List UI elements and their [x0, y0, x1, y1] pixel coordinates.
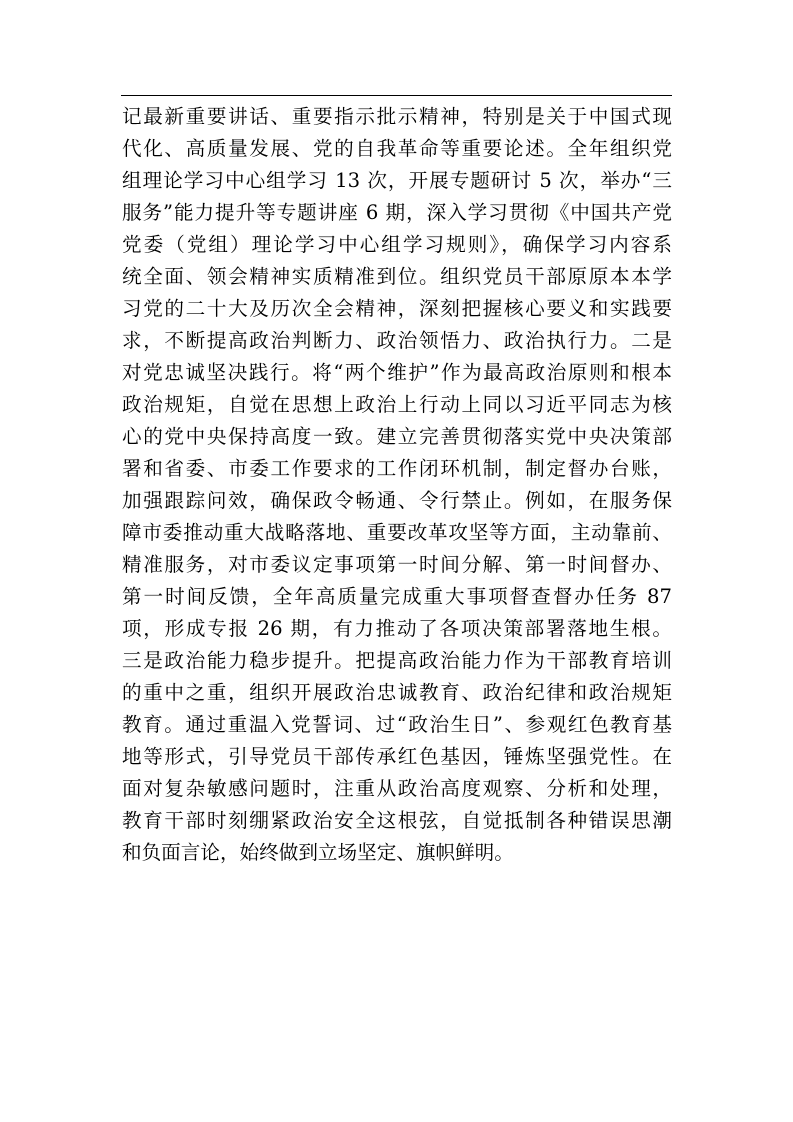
text-line: 对党忠诚坚决践行。将“两个维护”作为最高政治原则和根本	[122, 361, 672, 384]
body-text	[122, 101, 682, 869]
text-line: 三是政治能力稳步提升。把提高政治能力作为干部教育培训	[122, 649, 672, 672]
text-line: 精准服务，对市委议定事项第一时间分解、第一时间督办、	[122, 553, 672, 576]
text-line: 政治规矩，自觉在思想上政治上行动上同以习近平同志为核	[122, 393, 672, 416]
text-line: 教育。通过重温入党誓词、过“政治生日”、参观红色教育基	[122, 713, 672, 736]
header-rule	[121, 95, 672, 96]
text-line: 地等形式，引导党员干部传承红色基因，锤炼坚强党性。在	[122, 745, 672, 768]
text-line: 项，形成专报 26 期，有力推动了各项决策部署落地生根。	[122, 617, 672, 640]
text-line: 求，不断提高政治判断力、政治领悟力、政治执行力。二是	[122, 329, 672, 352]
text-line: 加强跟踪问效，确保政令畅通、令行禁止。例如，在服务保	[122, 489, 672, 512]
text-line: 代化、高质量发展、党的自我革命等重要论述。全年组织党	[122, 137, 672, 160]
text-line: 统全面、领会精神实质精准到位。组织党员干部原原本本学	[122, 265, 672, 288]
text-line: 心的党中央保持高度一致。建立完善贯彻落实党中央决策部	[122, 425, 672, 448]
text-line: 记最新重要讲话、重要指示批示精神，特别是关于中国式现	[122, 105, 672, 128]
text-line: 服务”能力提升等专题讲座 6 期，深入学习贯彻《中国共产党	[122, 201, 672, 224]
text-line: 教育干部时刻绷紧政治安全这根弦，自觉抵制各种错误思潮	[122, 809, 672, 832]
text-line: 习党的二十大及历次全会精神，深刻把握核心要义和实践要	[122, 297, 672, 320]
text-line: 障市委推动重大战略落地、重要改革攻坚等方面，主动靠前、	[122, 521, 672, 544]
text-line: 署和省委、市委工作要求的工作闭环机制，制定督办台账，	[122, 457, 672, 480]
text-line: 面对复杂敏感问题时，注重从政治高度观察、分析和处理，	[122, 777, 672, 800]
text-line: 组理论学习中心组学习 13 次，开展专题研讨 5 次，举办“三	[122, 169, 672, 192]
text-line: 的重中之重，组织开展政治忠诚教育、政治纪律和政治规矩	[122, 681, 672, 704]
text-line: 和负面言论，始终做到立场坚定、旗帜鲜明。	[122, 841, 514, 864]
text-line: 党委（党组）理论学习中心组学习规则》，确保学习内容系	[122, 233, 672, 256]
text-line: 第一时间反馈，全年高质量完成重大事项督查督办任务 87	[122, 585, 672, 608]
